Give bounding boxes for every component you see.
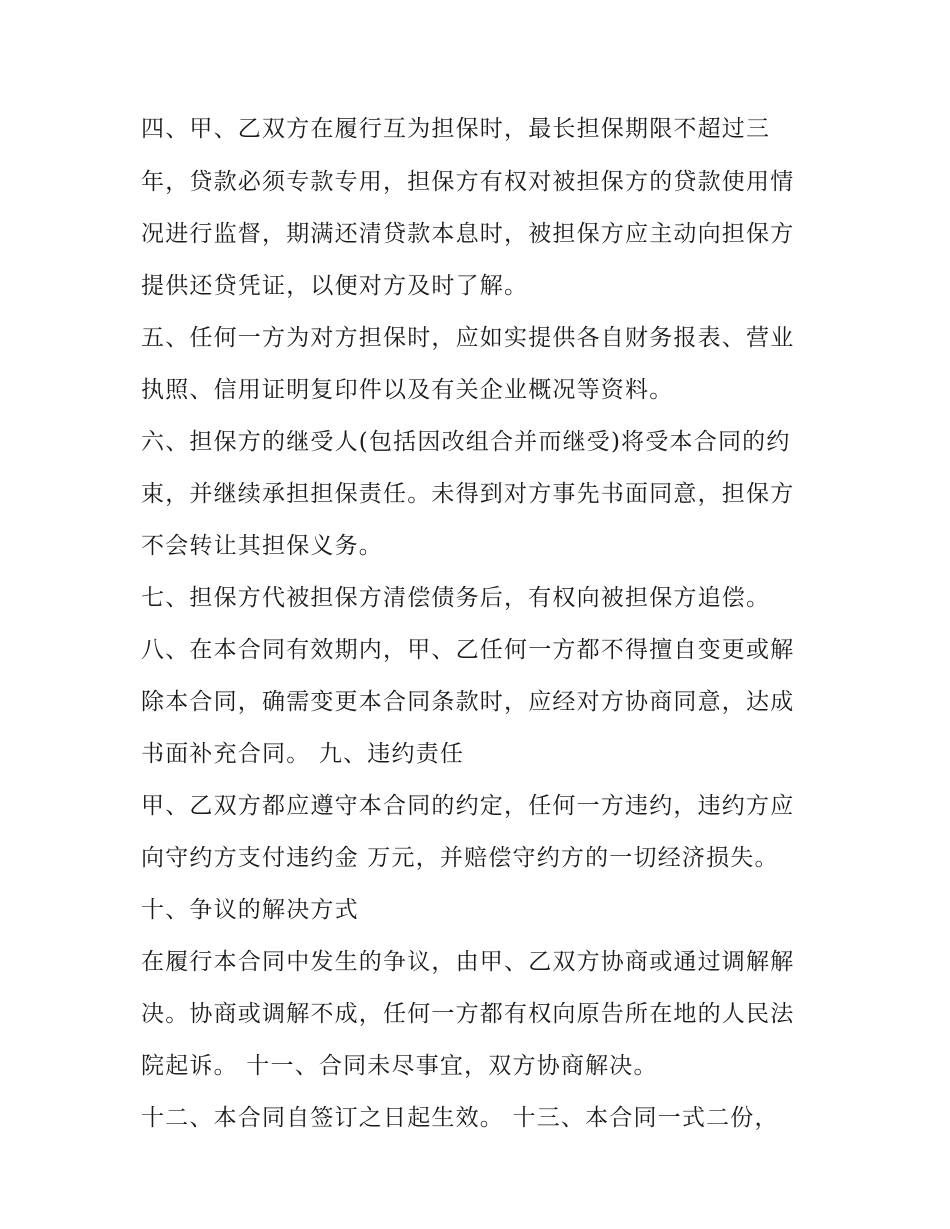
text-line: 提供还贷凭证，以便对方及时了解。: [141, 273, 529, 299]
text-line: 五、任何一方为对方担保时，应如实提供各自财务报表、营业: [141, 325, 795, 351]
text-line: 院起诉。 十一、合同未尽事宜，双方协商解决。: [141, 1053, 658, 1079]
text-line: 七、担保方代被担保方清偿债务后，有权向被担保方追偿。: [141, 585, 771, 611]
text-line: 在履行本合同中发生的争议，由甲、乙双方协商或通过调解解: [141, 949, 795, 975]
text-line: 年，贷款必须专款专用，担保方有权对被担保方的贷款使用情: [141, 169, 795, 195]
text-line: 书面补充合同。 九、违约责任: [141, 741, 465, 767]
text-line: 执照、信用证明复印件以及有关企业概况等资料。: [141, 377, 674, 403]
text-line: 八、在本合同有效期内，甲、乙任何一方都不得擅自变更或解: [141, 637, 795, 663]
text-line: 除本合同，确需变更本合同条款时，应经对方协商同意，达成: [141, 689, 795, 715]
text-line: 四、甲、乙双方在履行互为担保时，最长担保期限不超过三: [141, 116, 771, 142]
text-line: 向守约方支付违约金 万元，并赔偿守约方的一切经济损失。: [141, 845, 779, 871]
text-line: 十二、本合同自签订之日起生效。 十三、本合同一式二份，: [141, 1105, 779, 1131]
text-line: 况进行监督，期满还清贷款本息时，被担保方应主动向担保方: [141, 221, 795, 247]
text-line: 决。协商或调解不成，任何一方都有权向原告所在地的人民法: [141, 1001, 795, 1027]
text-line: 十、争议的解决方式: [141, 897, 359, 923]
text-line: 六、担保方的继受人(包括因改组合并而继受)将受本合同的约: [141, 429, 791, 455]
text-line: 甲、乙双方都应遵守本合同的约定，任何一方违约，违约方应: [141, 793, 795, 819]
text-line: 不会转让其担保义务。: [141, 533, 383, 559]
text-line: 束，并继续承担担保责任。未得到对方事先书面同意，担保方: [141, 481, 795, 507]
